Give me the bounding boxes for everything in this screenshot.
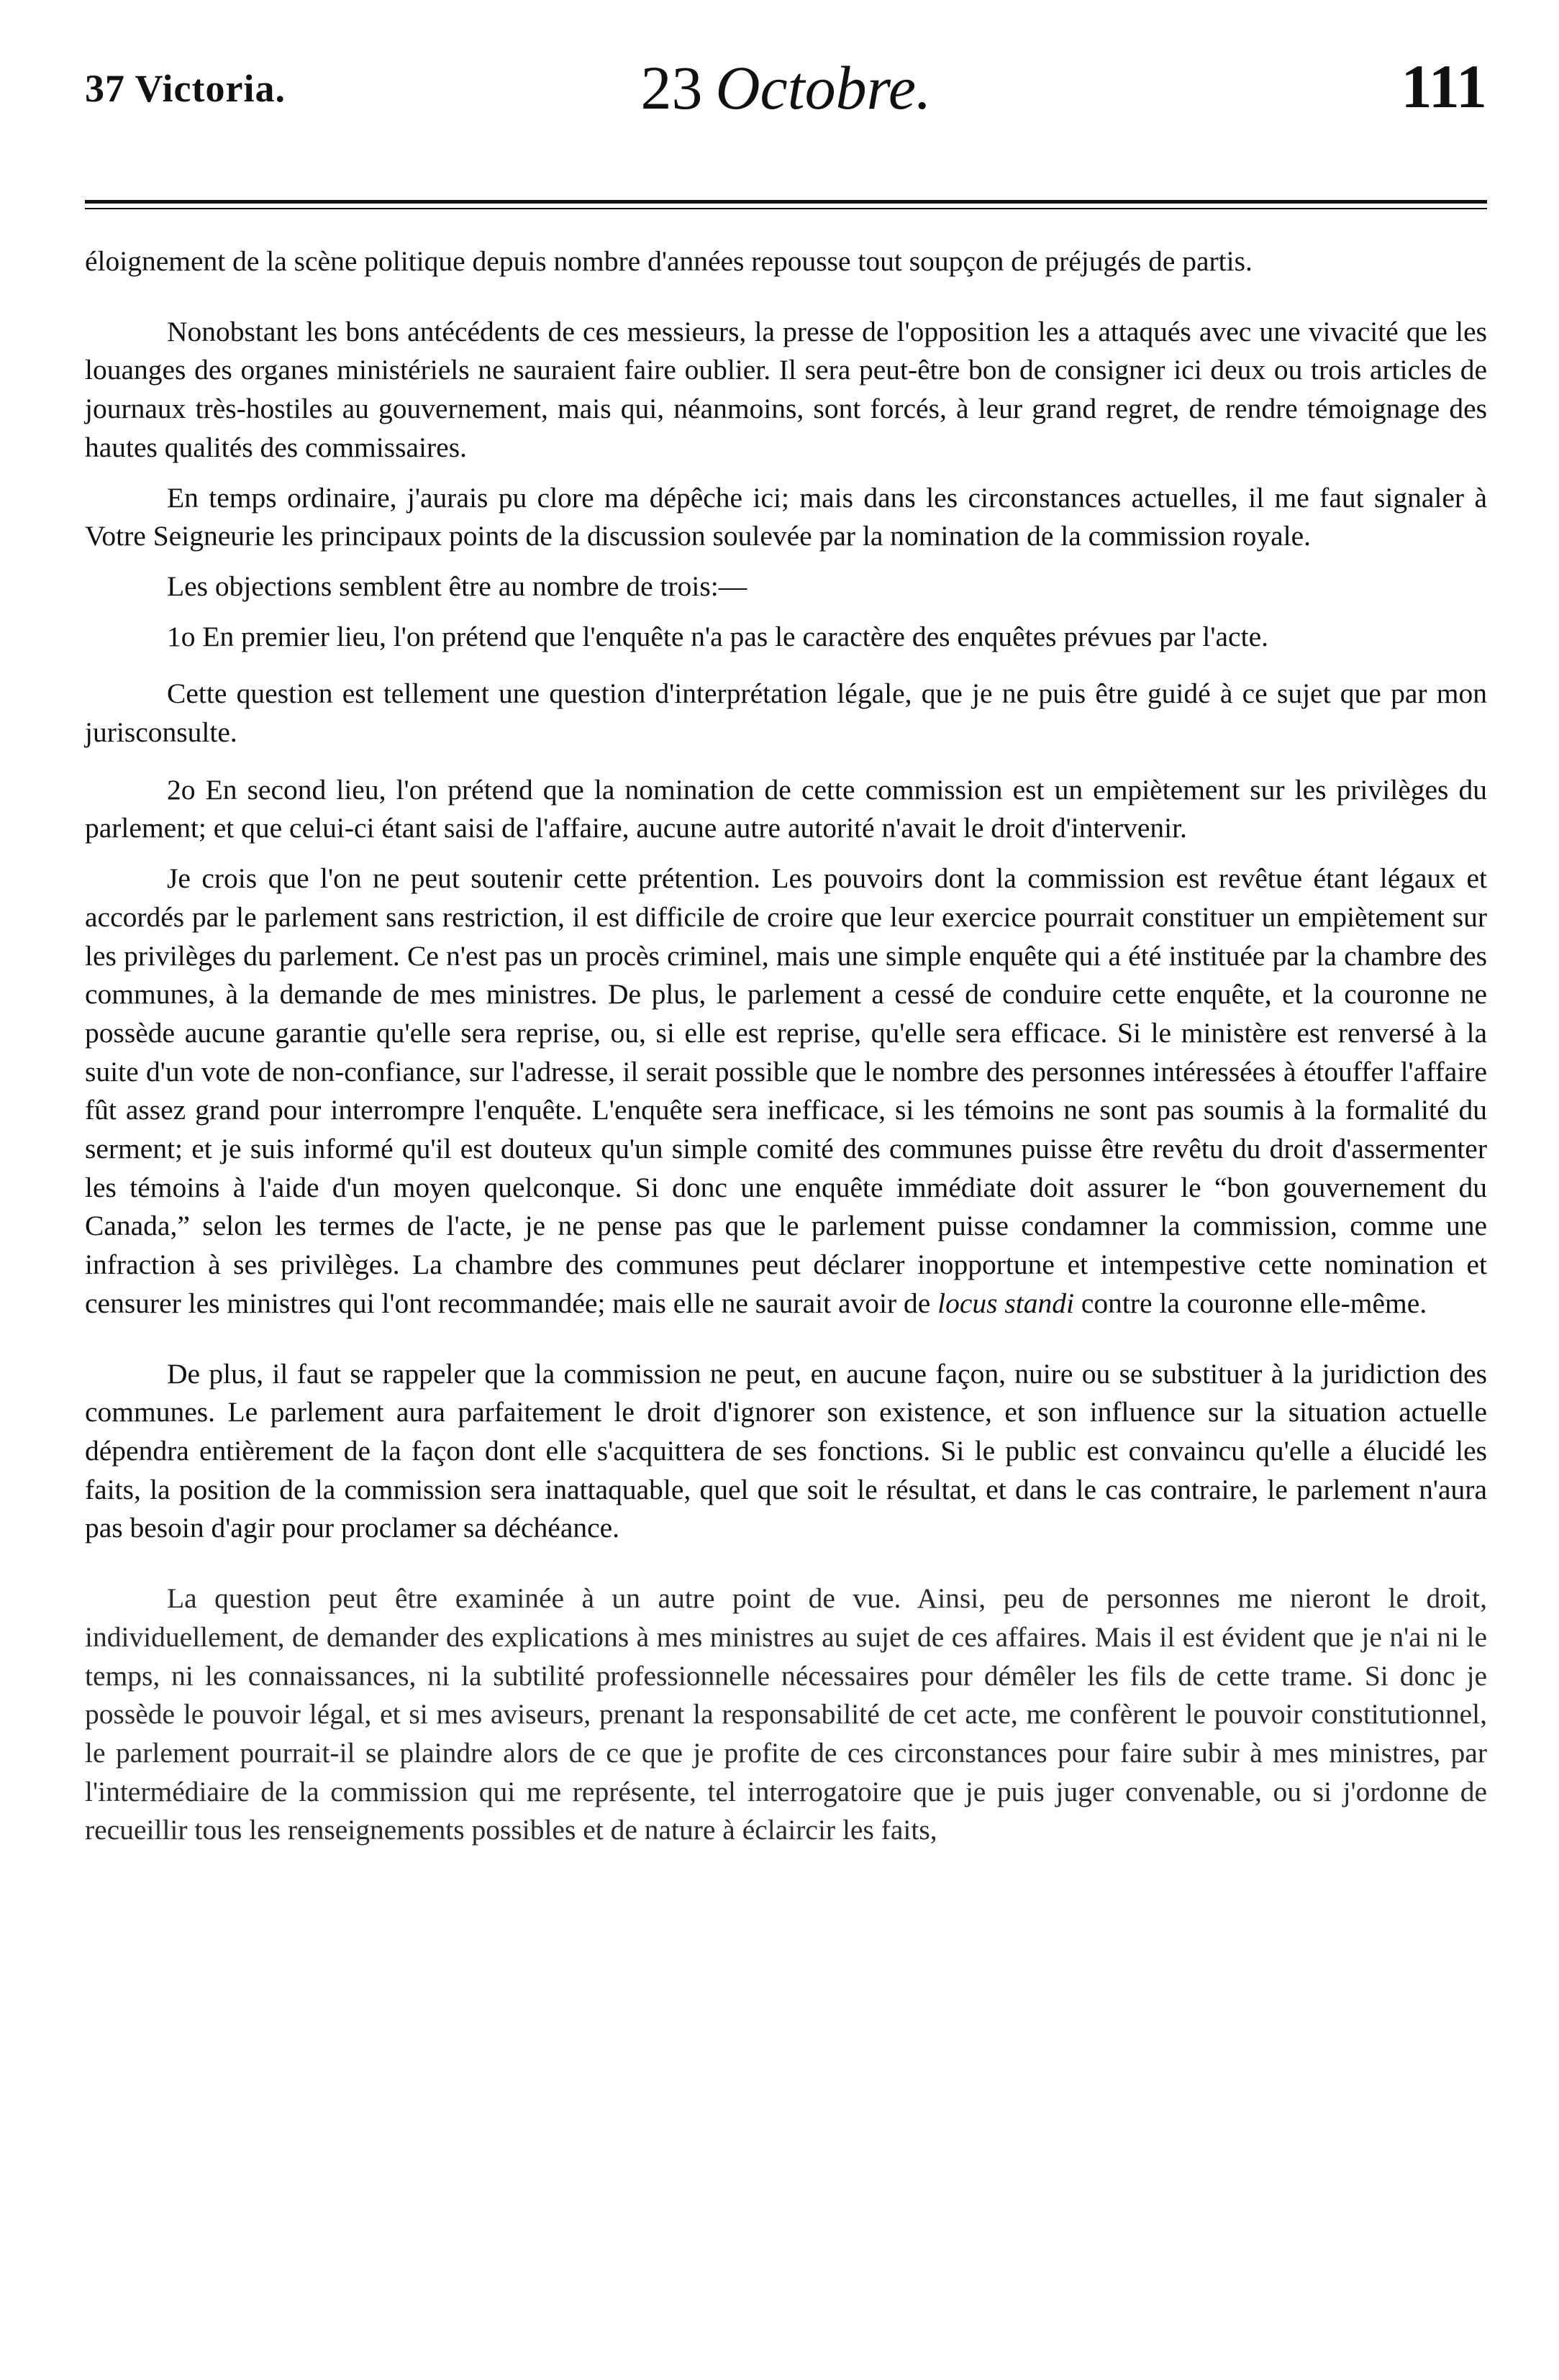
header-date bbox=[85, 52, 1487, 124]
paragraph: La question peut être examinée à un autre point de vue. Ainsi, peu de personnes me nieront le droit, individuellement, de demander des explications à mes ministres au sujet de ces affaires. Mais il est évident que je n'ai ni le temps, ni les connaissances, ni la subtilité professionnelle nécessaires pour démêler les fils de cette trame. Si donc je possède le pouvoir légal, et si mes aviseurs, prenant la responsabilité de cet acte, me confèrent le pouvoir constitutionnel, le parlement pourrait-il se plaindre alors de ce que je profite de ces circonstances pour faire subir à mes ministres, par l'intermédiaire de la commission qui me représente, tel interrogatoire que je puis juger convenable, ou si j'ordonne de recueillir tous les renseignements possibles et de nature à éclaircir les faits, bbox=[85, 1582, 1487, 1846]
header-day: 23 bbox=[640, 53, 703, 122]
paragraph: éloignement de la scène politique depuis nombre d'années repousse tout soupçon de préjugés de partis. bbox=[85, 245, 1253, 277]
paragraph-tail: contre la couronne elle-même. bbox=[1073, 1287, 1427, 1319]
paragraph bbox=[85, 860, 1487, 1323]
paragraph: Nonobstant les bons antécédents de ces messieurs, la presse de l'opposition les a attaqués avec une vivacité que les louanges des organes ministériels ne sauraient faire oublier. Il sera peut-être bon de consigner ici deux ou trois articles de journaux très-hostiles au gouvernement, mais qui, néanmoins, sont forcés, à leur grand regret, de rendre témoignage des hautes qualités des commissaires. bbox=[85, 315, 1487, 463]
latin-phrase: locus standi bbox=[937, 1287, 1074, 1319]
header-rule-thin bbox=[85, 208, 1487, 209]
paragraph: De plus, il faut se rappeler que la commission ne peut, en aucune façon, nuire ou se substituer à la juridiction des communes. Le parlement aura parfaitement le droit d'ignorer son existence, et son influence sur la situation actuelle dépendra entièrement de la façon dont elle s'acquittera de ses fonctions. Si le public est convaincu qu'elle a élucidé les faits, la position de la commission sera inattaquable, quel que soit le résultat, et dans le cas contraire, le parlement n'aura pas besoin d'agir pour proclamer sa déchéance. bbox=[85, 1357, 1487, 1544]
paragraph-text: Je crois que l'on ne peut soutenir cette prétention. Les pouvoirs dont la commission est revêtue étant légaux et accordés par le parlement sans restriction, il est difficile de croire que leur exercice pourrait constituer un empiètement sur les privilèges du parlement. Ce n'est pas un procès criminel, mais une simple enquête qui a été instituée par la chambre des communes, à la demande de mes ministres. De plus, le parlement a cessé de conduire cette enquête, et la couronne ne possède aucune garantie qu'elle sera reprise, ou, si elle est reprise, qu'elle sera efficace. Si le ministère est renversé à la suite d'un vote de non-confiance, sur l'adresse, il serait possible que le nombre des personnes intéressées à étouffer l'affaire fût assez grand pour interrompre l'enquête. L'enquête sera inefficace, si les témoins ne sont pas soumis à la formalité du serment; et je suis informé qu'il est douteux qu'un simple comité des communes puisse être revêtu du droit d'assermenter les témoins à l'aide d'un moyen quelconque. Si donc une enquête immédiate doit assurer le “bon gouvernement du Canada,” selon les termes de l'acte, je ne pense pas que le parlement puisse condamner la commission, comme une infraction à ses privilèges. La chambre des communes peut déclarer inopportune et intempestive cette nomination et censurer les ministres qui l'ont recommandée; mais elle ne saurait avoir de bbox=[85, 862, 1487, 1319]
page-number: 111 bbox=[1401, 52, 1487, 121]
header-reign: 37 Victoria. bbox=[85, 67, 286, 110]
page-header bbox=[85, 43, 1487, 129]
paragraph: Cette question est tellement une question d'interprétation légale, que je ne puis être guidé à ce sujet que par mon jurisconsulte. bbox=[85, 678, 1487, 749]
document-body bbox=[85, 242, 1487, 1850]
paragraph: Les objections semblent être au nombre de trois:— bbox=[167, 570, 747, 602]
header-rule bbox=[85, 200, 1487, 204]
paragraph: 1o En premier lieu, l'on prétend que l'enquête n'a pas le caractère des enquêtes prévues par l'acte. bbox=[167, 620, 1268, 652]
header-month: Octobre. bbox=[715, 53, 932, 122]
paragraph: 2o En second lieu, l'on prétend que la nomination de cette commission est un empiètement sur les privilèges du parlement; et que celui-ci étant saisi de l'affaire, aucune autre autorité n'avait le droit d'intervenir. bbox=[85, 773, 1487, 844]
paragraph: En temps ordinaire, j'aurais pu clore ma dépêche ici; mais dans les circonstances actuelles, il me faut signaler à Votre Seigneurie les principaux points de la discussion soulevée par la nomination de la commission royale. bbox=[85, 481, 1487, 552]
